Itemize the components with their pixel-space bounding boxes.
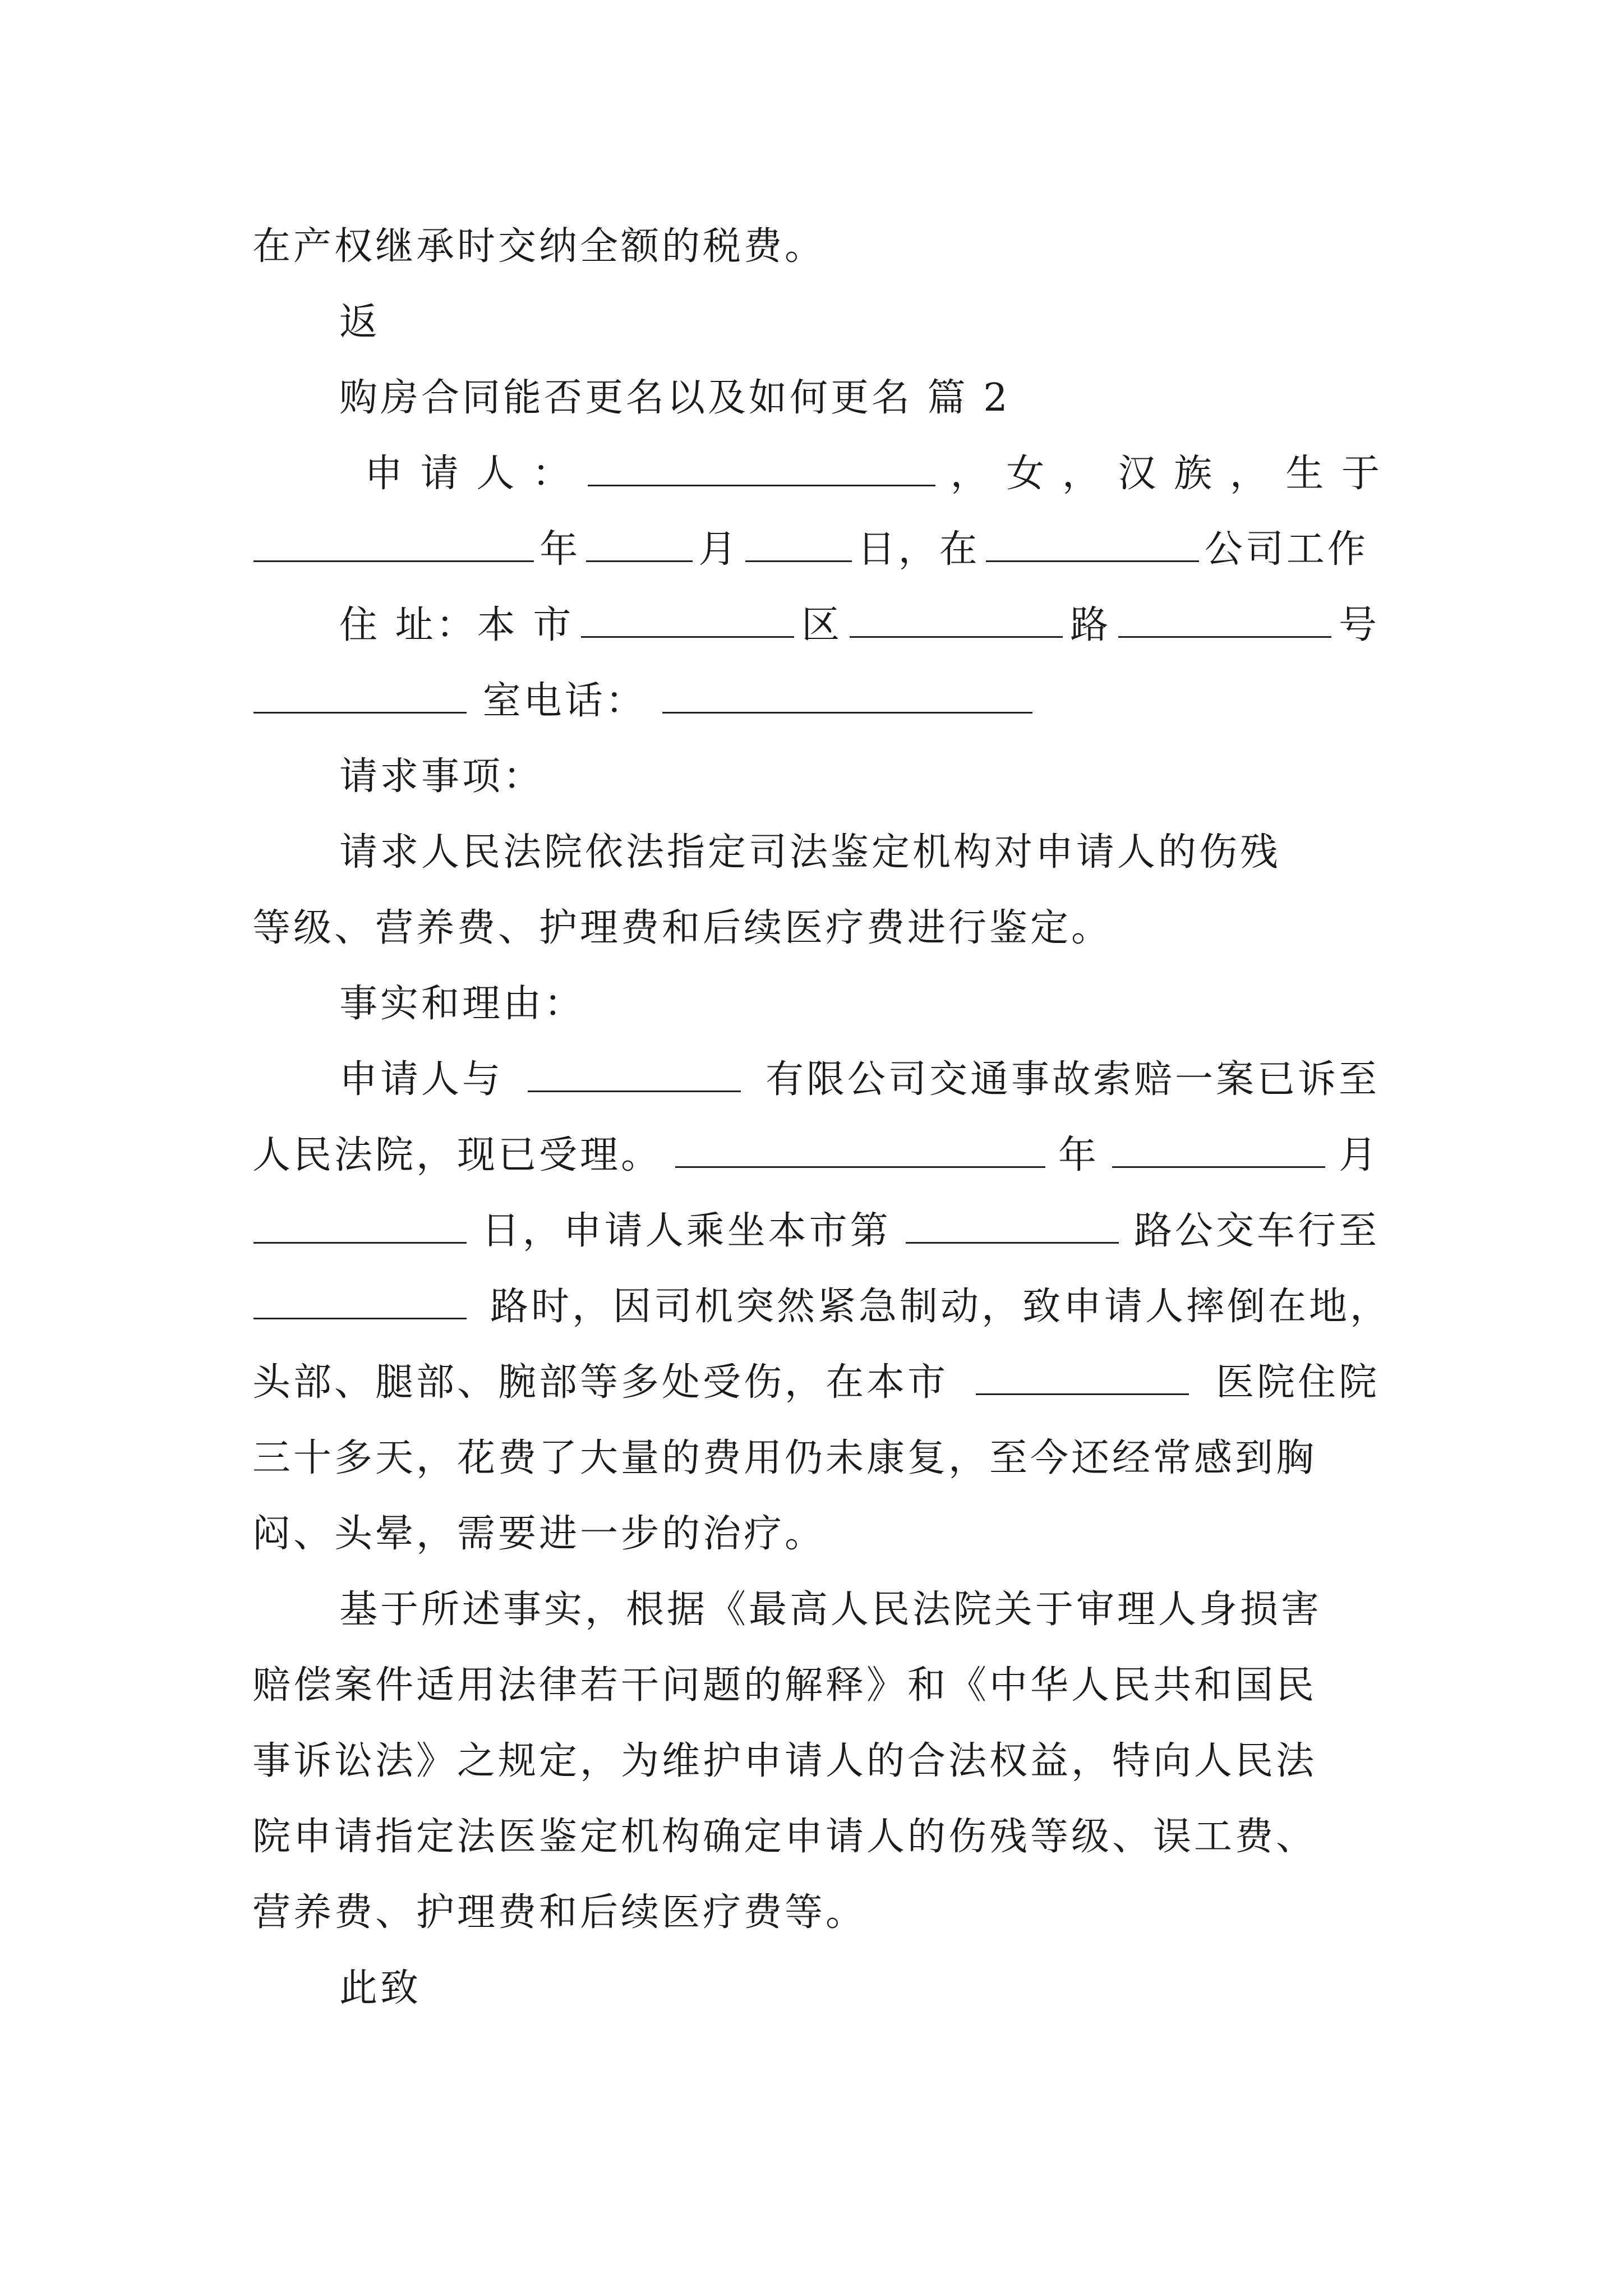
text-line: 赔偿案件适用法律若干问题的解释》和《中华人民共和国民 xyxy=(252,1663,1317,1708)
closing-salutation: 此致 xyxy=(339,1966,422,2010)
fill-in-blank xyxy=(528,1058,741,1092)
section-label: 事实和理由： xyxy=(339,982,585,1026)
text-segment: ， 女 ， 汉 族 ， 生 于 xyxy=(950,452,1382,496)
phone-line xyxy=(252,676,1385,726)
text-line xyxy=(339,1055,1380,1105)
text-segment: 申请人与 xyxy=(339,1057,504,1102)
fill-in-blank xyxy=(253,1285,467,1319)
text-line: 闷、头晕，需要进一步的治疗。 xyxy=(252,1512,826,1556)
text-line: 营养费、护理费和后续医疗费等。 xyxy=(252,1890,867,1935)
text-segment: 公司工作 xyxy=(1204,527,1368,572)
text-segment: 路时，因司机突然紧急制动，致申请人摔倒在地， xyxy=(490,1285,1391,1329)
text-segment: 日，申请人乘坐本市第 xyxy=(481,1209,891,1253)
fill-in-blank xyxy=(1112,1134,1325,1168)
text-segment: 号 xyxy=(1338,603,1380,647)
fill-in-blank xyxy=(586,528,693,562)
text-segment: 申 请 人 ： xyxy=(365,452,573,496)
text-segment: 区 xyxy=(801,603,843,647)
text-line xyxy=(252,1130,1380,1181)
fill-in-blank xyxy=(253,528,534,562)
fill-in-blank xyxy=(745,528,852,562)
text-line: 在产权继承时交纳全额的税费。 xyxy=(252,224,826,269)
text-segment: 头部、腿部、腕部等多处受伤，在本市 xyxy=(252,1360,949,1405)
text-line xyxy=(252,1206,1380,1257)
applicant-line xyxy=(365,449,1382,499)
text-segment: 路公交车行至 xyxy=(1133,1209,1380,1253)
address-line xyxy=(339,600,1380,651)
fill-in-blank xyxy=(675,1134,1045,1168)
fill-in-blank xyxy=(976,1361,1189,1395)
section-heading: 购房合同能否更名以及如何更名 篇 2 xyxy=(339,376,1011,420)
text-segment: 年 xyxy=(1058,1133,1099,1177)
fill-in-blank xyxy=(253,1209,467,1244)
fill-in-blank xyxy=(581,604,794,638)
text-segment: 年 xyxy=(540,527,581,572)
birth-date-line xyxy=(252,524,1368,575)
fill-in-blank xyxy=(1118,604,1331,638)
text-line xyxy=(252,1282,1391,1332)
fill-in-blank xyxy=(986,528,1199,562)
fill-in-blank xyxy=(588,452,935,486)
section-label: 请求事项： xyxy=(339,754,545,799)
fill-in-blank xyxy=(662,679,1032,714)
fill-in-blank xyxy=(906,1209,1119,1244)
text-segment: 医院住院 xyxy=(1215,1360,1380,1405)
text-segment: 室电话： xyxy=(482,679,647,723)
text-segment: 月 xyxy=(1338,1133,1380,1177)
text-line: 请求人民法院依法指定司法鉴定机构对申请人的伤残 xyxy=(339,830,1281,875)
fill-in-blank xyxy=(850,604,1063,638)
text-segment: 日，在 xyxy=(857,527,980,572)
text-segment: 住 址：本 市 xyxy=(339,603,574,647)
text-line: 事诉讼法》之规定，为维护申请人的合法权益，特向人民法 xyxy=(252,1739,1317,1783)
fill-in-blank xyxy=(253,679,467,714)
text-segment: 人民法院，现已受理。 xyxy=(252,1133,662,1177)
text-line xyxy=(252,1358,1380,1408)
text-segment: 月 xyxy=(698,527,740,572)
text-segment: 路 xyxy=(1070,603,1112,647)
text-segment: 有限公司交通事故索赔一案已诉至 xyxy=(765,1057,1380,1102)
text-line: 院申请指定法医鉴定机构确定申请人的伤残等级、误工费、 xyxy=(252,1815,1317,1859)
text-line: 返 xyxy=(339,300,381,344)
text-line: 基于所述事实，根据《最高人民法院关于审理人身损害 xyxy=(339,1588,1322,1632)
text-line: 三十多天，花费了大量的费用仍未康复，至今还经常感到胸 xyxy=(252,1436,1317,1480)
text-line: 等级、营养费、护理费和后续医疗费进行鉴定。 xyxy=(252,906,1113,950)
